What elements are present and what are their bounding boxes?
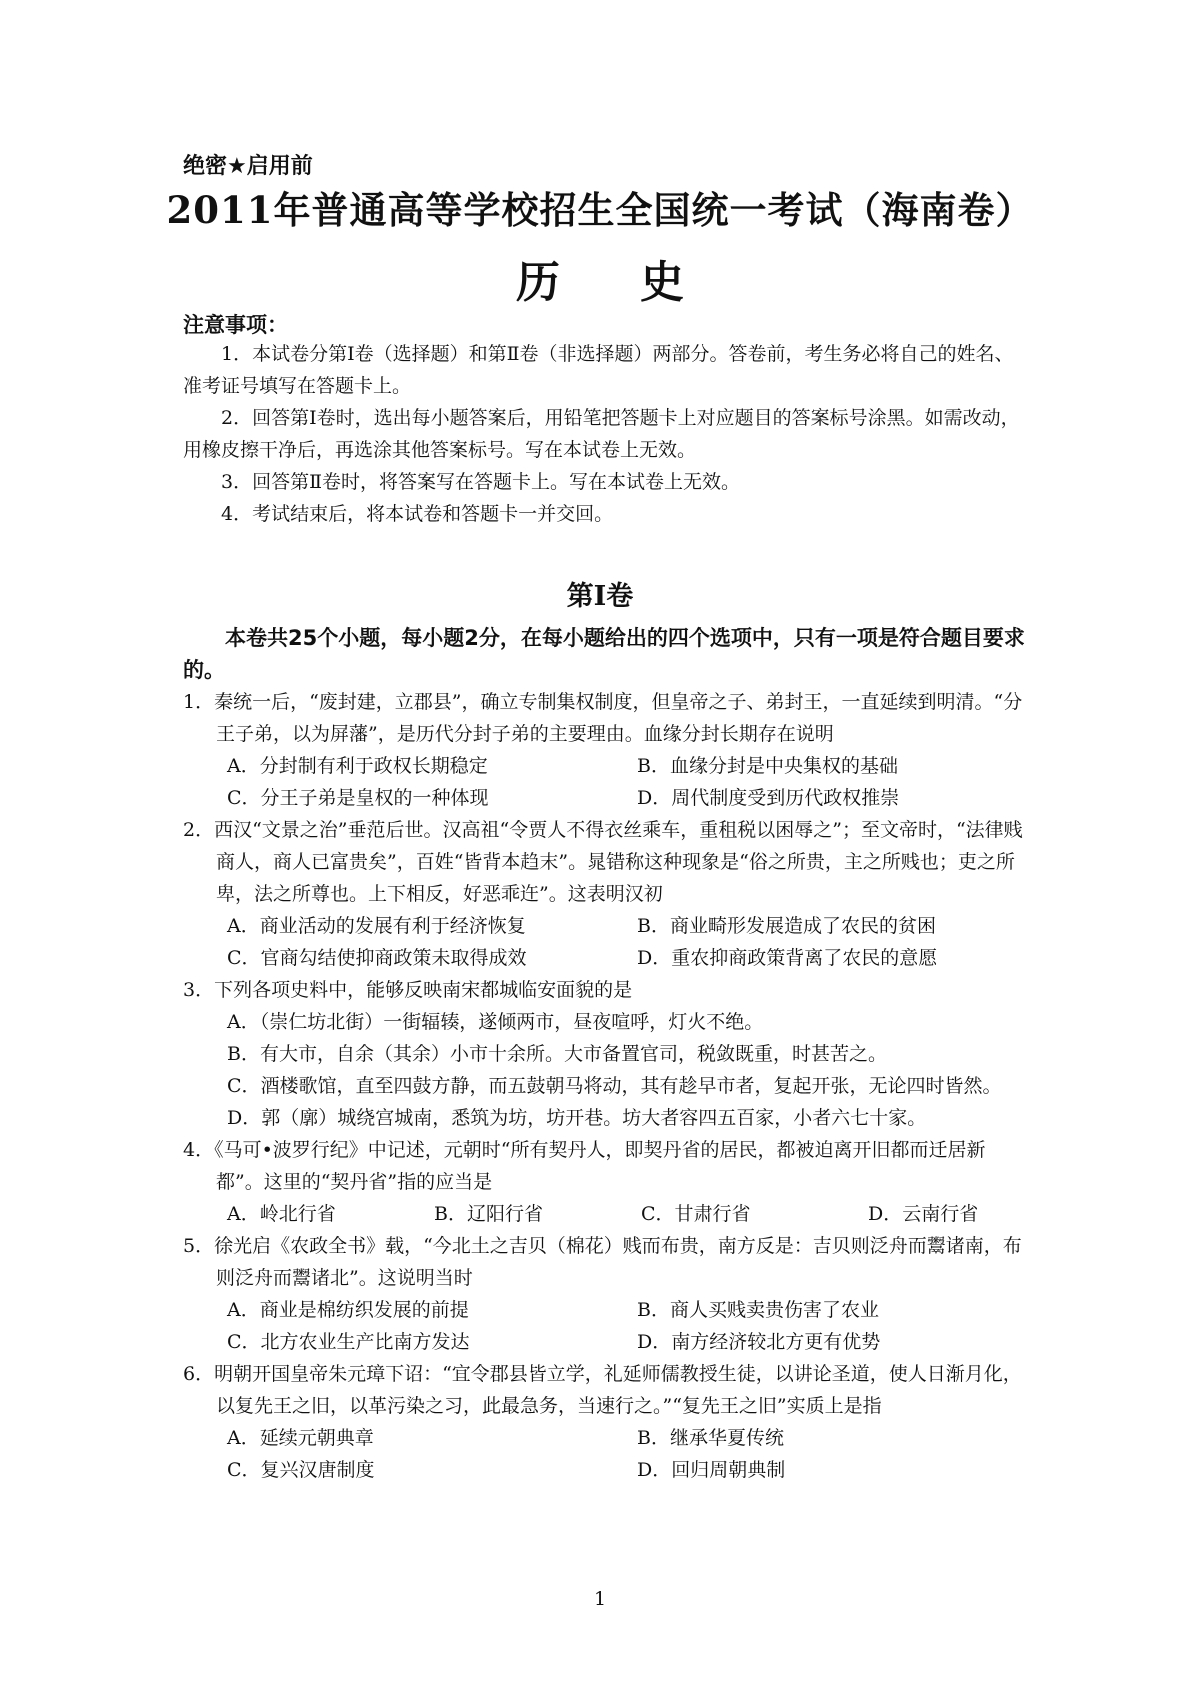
option-c: C．分王子弟是皇权的一种体现 bbox=[227, 787, 489, 809]
option-a: A．商业活动的发展有利于经济恢复 bbox=[227, 915, 526, 937]
page-number: 1 bbox=[593, 1588, 607, 1610]
option-c: C．北方农业生产比南方发达 bbox=[227, 1331, 470, 1353]
options bbox=[183, 750, 1029, 814]
option-a: A．分封制有利于政权长期稳定 bbox=[227, 755, 488, 777]
question-list bbox=[183, 686, 1029, 1486]
option-a: A．延续元朝典章 bbox=[227, 1427, 374, 1449]
section-title: 第Ⅰ卷 bbox=[566, 581, 634, 612]
subject-title: 历史 bbox=[516, 257, 764, 308]
option-a: A．（崇仁坊北街）一街辐辏，遂倾两市，昼夜喧呼，灯火不绝。 bbox=[227, 1011, 764, 1033]
option-d: D．郭（廓）城绕宫城南，悉筑为坊，坊开巷。坊大者容四五百家，小者六七十家。 bbox=[227, 1107, 927, 1129]
question-stem: 3．下列各项史料中，能够反映南宋都城临安面貌的是 bbox=[183, 979, 633, 1001]
question-stem: 4．《马可•波罗行纪》中记述，元朝时“所有契丹人，即契丹省的居民，都被迫离开旧都而迁居新都”。这里的“契丹省”指的应当是 bbox=[183, 1139, 986, 1193]
options bbox=[183, 910, 1029, 974]
option-b: B．商业畸形发展造成了农民的贫困 bbox=[637, 915, 936, 937]
question-6 bbox=[183, 1358, 1029, 1486]
notice-list bbox=[183, 338, 1029, 530]
options bbox=[183, 1422, 1029, 1486]
option-a: A．商业是棉纺织发展的前提 bbox=[227, 1299, 469, 1321]
option-b: B．继承华夏传统 bbox=[637, 1427, 784, 1449]
option-d: D．回归周朝典制 bbox=[637, 1459, 786, 1481]
notice-heading: 注意事项： bbox=[183, 313, 288, 337]
question-2 bbox=[183, 814, 1029, 974]
option-a: A．岭北行省 bbox=[227, 1203, 336, 1225]
question-3 bbox=[183, 974, 1029, 1134]
options bbox=[183, 1198, 1029, 1230]
options bbox=[183, 1294, 1029, 1358]
notice-item: 1．本试卷分第Ⅰ卷（选择题）和第Ⅱ卷（非选择题）两部分。答卷前，考生务必将自己的姓名、准考证号填写在答题卡上。 bbox=[183, 343, 1014, 397]
option-d: D．南方经济较北方更有优势 bbox=[637, 1331, 881, 1353]
question-stem: 5．徐光启《农政全书》载，“今北土之吉贝（棉花）贱而布贵，南方反是：吉贝则泛舟而鬻诸南，布则泛舟而鬻诸北”。这说明当时 bbox=[183, 1235, 1022, 1289]
option-d: D．重农抑商政策背离了农民的意愿 bbox=[637, 947, 938, 969]
exam-title: 2011年普通高等学校招生全国统一考试（海南卷） bbox=[166, 188, 1034, 232]
option-c: C．复兴汉唐制度 bbox=[227, 1459, 375, 1481]
notice-item: 4．考试结束后，将本试卷和答题卡一并交回。 bbox=[221, 503, 614, 525]
question-stem: 6．明朝开国皇帝朱元璋下诏：“宜令郡县皆立学，礼延师儒教授生徒，以讲论圣道，使人日渐月化，以复先王之旧，以革污染之习，此最急务，当速行之。”“复先王之旧”实质上是指 bbox=[183, 1363, 1022, 1417]
question-1 bbox=[183, 686, 1029, 814]
option-b: B．辽阳行省 bbox=[434, 1203, 543, 1225]
option-c: C．甘肃行省 bbox=[641, 1203, 751, 1225]
question-5 bbox=[183, 1230, 1029, 1358]
secret-label: 绝密★启用前 bbox=[183, 154, 313, 179]
question-stem: 2．西汉“文景之治”垂范后世。汉高祖“令贾人不得衣丝乘车，重租税以困辱之”；至文帝时，“法律贱商人，商人已富贵矣”，百姓“皆背本趋末”。晁错称这种现象是“俗之所贵，主之所贱也；吏之所卑，法之所尊也。上下相反，好恶乖迕”。这表明汉初 bbox=[183, 819, 1023, 905]
section-instruction: 本卷共25个小题，每小题2分，在每小题给出的四个选项中，只有一项是符合题目要求的。 bbox=[183, 626, 1025, 682]
notice-item: 2．回答第Ⅰ卷时，选出每小题答案后，用铅笔把答题卡上对应题目的答案标号涂黑。如需改动，用橡皮擦干净后，再选涂其他答案标号。写在本试卷上无效。 bbox=[183, 407, 1020, 461]
option-c: C．官商勾结使抑商政策未取得成效 bbox=[227, 947, 527, 969]
option-d: D．云南行省 bbox=[868, 1203, 979, 1225]
option-b: B．有大市，自余（其余）小市十余所。大市备置官司，税敛既重，时甚苦之。 bbox=[227, 1043, 887, 1065]
notice-item: 3．回答第Ⅱ卷时，将答案写在答题卡上。写在本试卷上无效。 bbox=[221, 471, 741, 493]
option-b: B．商人买贱卖贵伤害了农业 bbox=[637, 1299, 879, 1321]
option-b: B．血缘分封是中央集权的基础 bbox=[637, 755, 898, 777]
question-stem: 1．秦统一后，“废封建，立郡县”，确立专制集权制度，但皇帝之子、弟封王，一直延续到明清。“分王子弟，以为屏藩”，是历代分封子弟的主要理由。血缘分封长期存在说明 bbox=[183, 691, 1023, 745]
option-d: D．周代制度受到历代政权推崇 bbox=[637, 787, 900, 809]
question-4 bbox=[183, 1134, 1029, 1230]
option-c: C．酒楼歌馆，直至四鼓方静，而五鼓朝马将动，其有趁早市者，复起开张，无论四时皆然。 bbox=[227, 1075, 1002, 1097]
